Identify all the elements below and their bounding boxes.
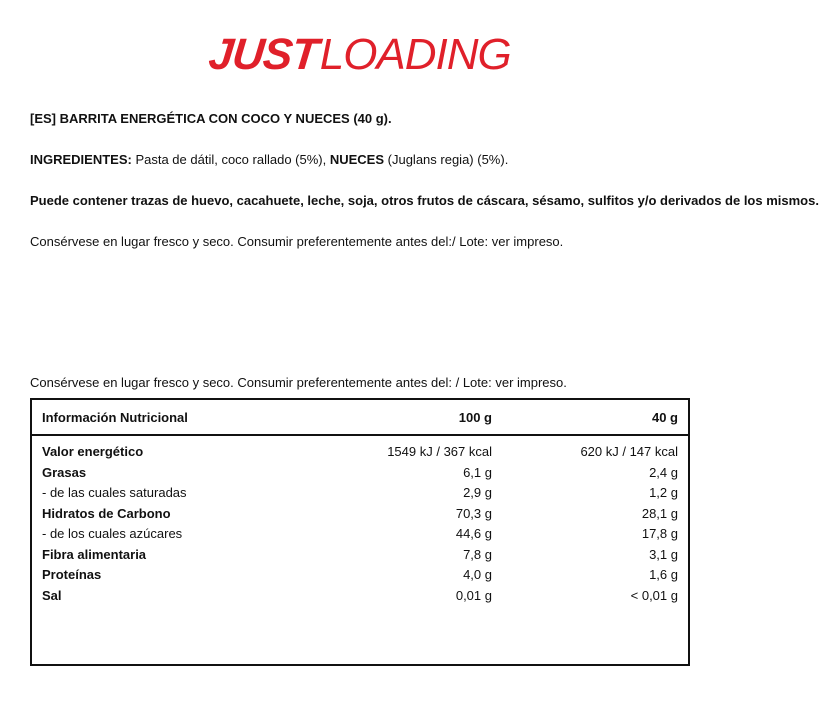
product-title: [ES] BARRITA ENERGÉTICA CON COCO Y NUECES (40 g). xyxy=(30,111,392,126)
row-value-100g: 1549 kJ / 367 kcal xyxy=(387,444,492,459)
row-value-40g: 1,6 g xyxy=(649,567,678,582)
row-name: Hidratos de Carbono xyxy=(42,505,171,521)
table-row xyxy=(32,463,688,484)
row-value-40g: < 0,01 g xyxy=(630,587,678,603)
row-value-40g: 2,4 g xyxy=(649,464,678,480)
ingredients-label: INGREDIENTES: xyxy=(30,152,132,167)
table-row xyxy=(32,565,688,586)
row-value-40g: 620 kJ / 147 kcal xyxy=(580,444,678,459)
ingredients-text-1: Pasta de dátil, coco rallado (5%), xyxy=(131,152,330,167)
row-name: Valor energético xyxy=(42,444,144,459)
ingredients-line xyxy=(30,151,690,169)
row-value-40g: 28,1 g xyxy=(641,505,678,521)
nutrition-table xyxy=(30,398,690,666)
storage-note: Consérvese en lugar fresco y seco. Consumir preferentemente antes del: / Lote: ver impreso. xyxy=(30,375,567,390)
table-row xyxy=(32,586,688,607)
allergen-warning: Puede contener trazas de huevo, cacahuete, leche, soja, otros frutos de cáscara, sésamo, sulfitos y/o derivados de los mismos. xyxy=(30,193,819,208)
logo-loading: LOADING xyxy=(319,30,511,79)
row-value-40g: 1,2 g xyxy=(649,485,678,500)
row-name: - de las cuales saturadas xyxy=(42,485,187,500)
row-value-100g: 4,0 g xyxy=(463,567,492,582)
table-row xyxy=(32,483,688,504)
header-name: Información Nutricional xyxy=(42,410,188,425)
row-name: Fibra alimentaria xyxy=(42,546,147,562)
row-name: Grasas xyxy=(42,464,87,480)
row-value-100g: 0,01 g xyxy=(455,587,492,603)
header-40g: 40 g xyxy=(651,410,678,425)
nutrition-rows xyxy=(32,442,688,606)
table-row xyxy=(32,524,688,545)
brand-logo xyxy=(0,30,720,80)
row-name: - de los cuales azúcares xyxy=(42,526,183,541)
header-100g: 100 g xyxy=(458,410,492,425)
table-row xyxy=(32,442,688,463)
row-value-100g: 44,6 g xyxy=(455,526,492,541)
row-value-40g: 17,8 g xyxy=(641,526,678,541)
row-value-100g: 70,3 g xyxy=(455,505,492,521)
row-value-40g: 3,1 g xyxy=(649,546,678,562)
row-name: Sal xyxy=(42,587,62,603)
storage-line: Consérvese en lugar fresco y seco. Consumir preferentemente antes del:/ Lote: ver impreso. xyxy=(30,234,564,249)
row-value-100g: 7,8 g xyxy=(463,546,492,562)
table-row xyxy=(32,545,688,566)
row-name: Proteínas xyxy=(42,567,102,582)
nutrition-table-header xyxy=(32,400,688,436)
row-value-100g: 6,1 g xyxy=(463,464,492,480)
nuts-allergen: NUECES xyxy=(329,152,385,167)
logo-just: JUST xyxy=(206,30,321,79)
ingredients-text-2: (Juglans regia) (5%). xyxy=(384,152,509,167)
table-row xyxy=(32,504,688,525)
row-value-100g: 2,9 g xyxy=(463,485,492,500)
